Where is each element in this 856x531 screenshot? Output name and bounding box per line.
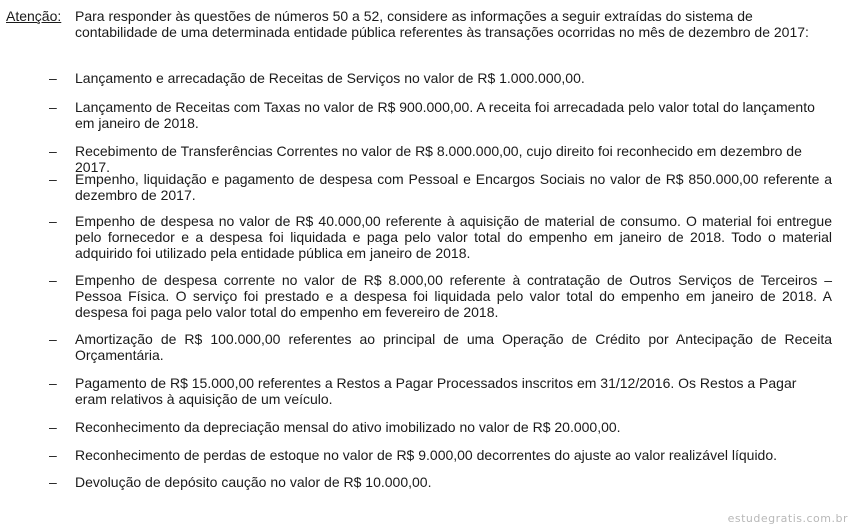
- list-item-text: Amortização de R$ 100.000,00 referentes ao principal de uma Operação de Crédito por Antecipação de Receita Orçamentária.: [75, 331, 832, 363]
- list-item-text: Devolução de depósito caução no valor de R$ 10.000,00.: [75, 474, 432, 490]
- attention-label: Atenção:: [6, 8, 62, 24]
- intro-text: Para responder às questões de números 50 a 52, considere as informações a seguir extraídas do sistema de contabilidade de uma determinada entidade pública referentes às transações ocorridas no mês de dezembro de 2017:: [75, 8, 809, 40]
- list-item-text: Lançamento e arrecadação de Receitas de Serviços no valor de R$ 1.000.000,00.: [75, 70, 585, 86]
- watermark: estudegratis.com.br: [727, 512, 848, 525]
- list-marker: –: [49, 99, 57, 115]
- list-marker: –: [49, 447, 57, 463]
- list-item-text: Reconhecimento de perdas de estoque no valor de R$ 9.000,00 decorrentes do ajuste ao valor realizável líquido.: [75, 447, 778, 463]
- list-item-text: Empenho de despesa corrente no valor de R$ 8.000,00 referente à contratação de Outros Serviços de Terceiros – Pessoa Física. O serviço foi prestado e a despesa foi liquidada pelo valor total do empenho em janeiro de 2018. A despesa foi paga pelo valor total do empenho em fevereiro de 2018.: [75, 272, 832, 320]
- list-item-text: Lançamento de Receitas com Taxas no valor de R$ 900.000,00. A receita foi arrecadada pelo valor total do lançamento em janeiro de 2018.: [75, 99, 815, 131]
- list-marker: –: [49, 213, 57, 229]
- list-marker: –: [49, 171, 57, 187]
- list-marker: –: [49, 70, 57, 86]
- list-marker: –: [49, 419, 57, 435]
- list-item-text: Empenho de despesa no valor de R$ 40.000,00 referente à aquisição de material de consumo. O material foi entregue pelo fornecedor e a despesa foi liquidada e paga pelo valor total do empenho em janeiro de 2018. Todo o material adquirido foi utilizado pela entidade pública em janeiro de 2018.: [75, 213, 832, 261]
- list-marker: –: [49, 143, 57, 159]
- list-item-text: Pagamento de R$ 15.000,00 referentes a Restos a Pagar Processados inscritos em 31/12/2016. Os Restos a Pagar eram relativos à aquisição de um veículo.: [75, 375, 797, 407]
- list-item-text: Reconhecimento da depreciação mensal do ativo imobilizado no valor de R$ 20.000,00.: [75, 419, 621, 435]
- list-marker: –: [49, 331, 57, 347]
- list-marker: –: [49, 474, 57, 490]
- list-item-text: Recebimento de Transferências Correntes no valor de R$ 8.000.000,00, cujo direito foi reconhecido em dezembro de 2017.: [75, 143, 802, 175]
- list-item-text: Empenho, liquidação e pagamento de despesa com Pessoal e Encargos Sociais no valor de R$ 850.000,00 referente a dezembro de 2017.: [75, 171, 832, 203]
- list-marker: –: [49, 375, 57, 391]
- list-marker: –: [49, 272, 57, 288]
